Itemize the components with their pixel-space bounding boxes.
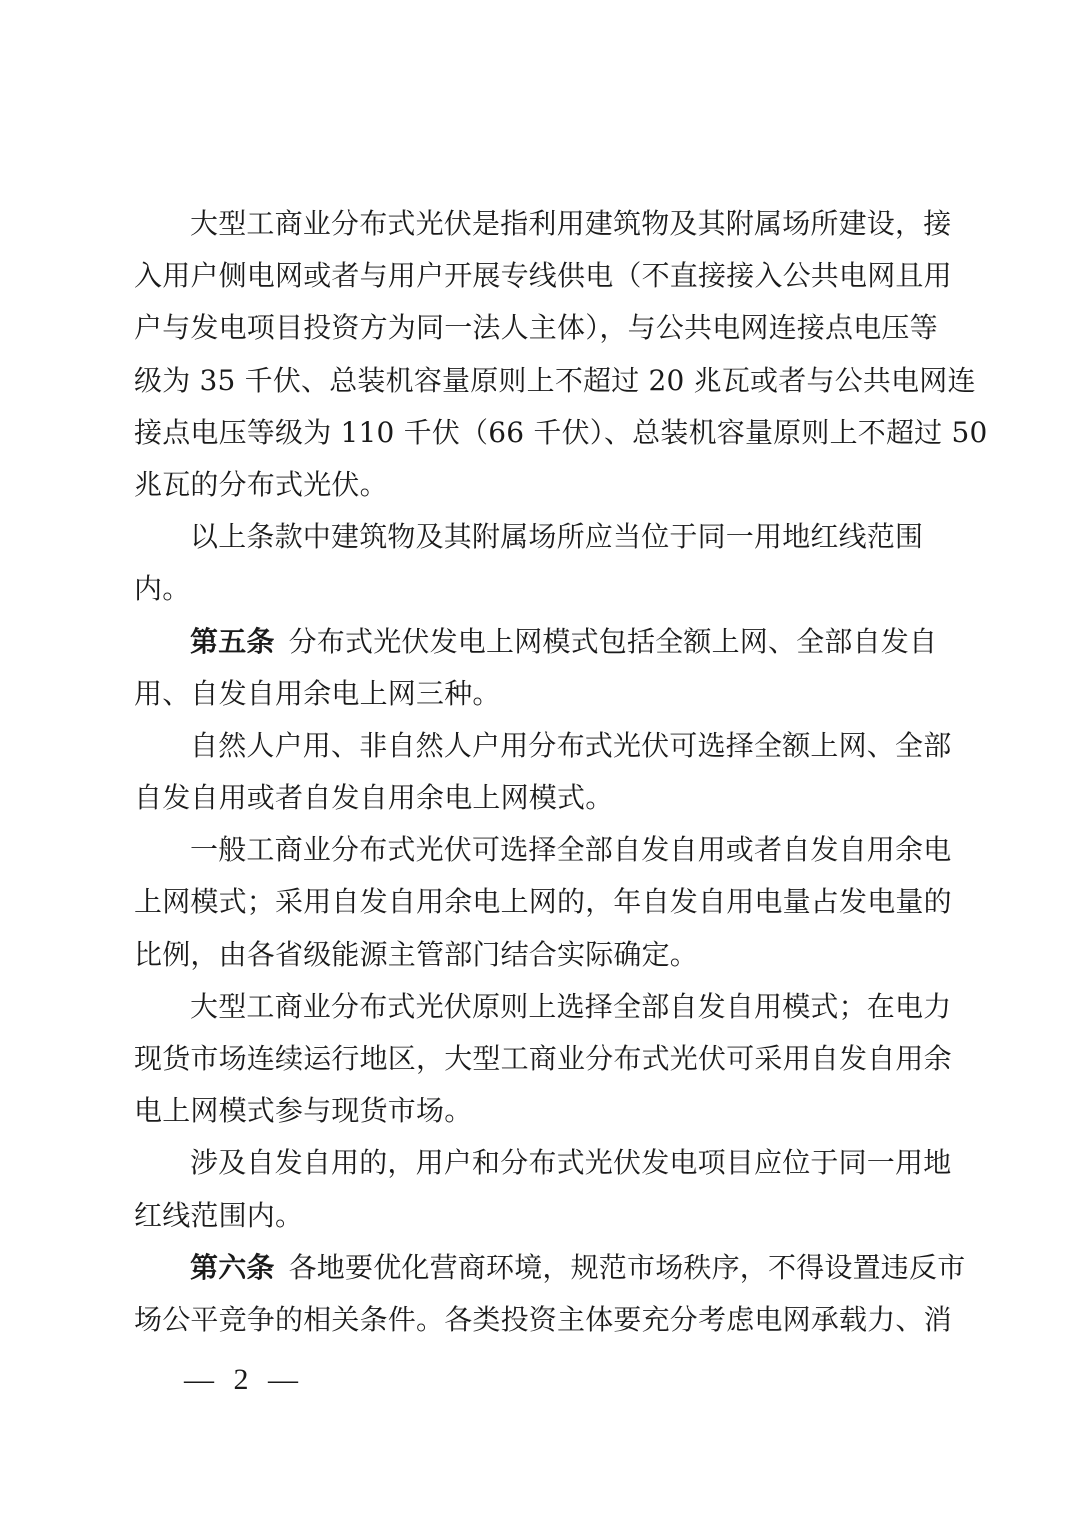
text-line: 内。 (134, 572, 191, 606)
text-line: 自然人户用、非自然人户用分布式光伏可选择全额上网、全部 (190, 728, 952, 762)
text-line: 比例，由各省级能源主管部门结合实际确定。 (134, 937, 699, 971)
text-line: 入用户侧电网或者与用户开展专线供电（不直接接入公共电网且用 (134, 259, 952, 293)
page-number: — 2 — (184, 1363, 304, 1396)
text-line: 红线范围内。 (134, 1198, 304, 1232)
text-line: 涉及自发自用的，用户和分布式光伏发电项目应位于同一用地 (190, 1146, 952, 1180)
text-line: 一般工商业分布式光伏可选择全部自发自用或者自发自用余电 (190, 833, 952, 867)
article-six-label: 第六条 (190, 1250, 275, 1284)
text-line: 场公平竞争的相关条件。各类投资主体要充分考虑电网承载力、消 (134, 1302, 952, 1336)
text-line: 用、自发自用余电上网三种。 (134, 676, 501, 710)
text-line: 自发自用或者自发自用余电上网模式。 (134, 781, 614, 815)
text-line: 电上网模式参与现货市场。 (134, 1094, 473, 1128)
text-line: 级为 35 千伏、总装机容量原则上不超过 20 兆瓦或者与公共电网连 (134, 363, 976, 397)
text-line: 分布式光伏发电上网模式包括全额上网、全部自发自 (288, 624, 938, 658)
text-line: 现货市场连续运行地区，大型工商业分布式光伏可采用自发自用余 (134, 1042, 952, 1075)
article-six-line (134, 1242, 966, 1294)
text-line: 大型工商业分布式光伏原则上选择全部自发自用模式；在电力 (190, 989, 952, 1023)
text-line: 接点电压等级为 110 千伏（66 千伏）、总装机容量原则上不超过 50 (134, 415, 988, 449)
text-line: 户与发电项目投资方为同一法人主体），与公共电网连接点电压等 (134, 311, 938, 345)
text-line: 以上条款中建筑物及其附属场所应当位于同一用地红线范围 (190, 520, 924, 554)
text-line: 各地要优化营商环境，规范市场秩序，不得设置违反市 (288, 1250, 966, 1284)
article-five-line (134, 616, 940, 668)
text-line: 兆瓦的分布式光伏。 (134, 467, 388, 501)
text-line: 上网模式；采用自发自用余电上网的，年自发自用电量占发电量的 (134, 885, 952, 919)
article-five-label: 第五条 (190, 624, 275, 658)
document-body (134, 198, 988, 1346)
text-line: 大型工商业分布式光伏是指利用建筑物及其附属场所建设，接 (190, 207, 952, 240)
